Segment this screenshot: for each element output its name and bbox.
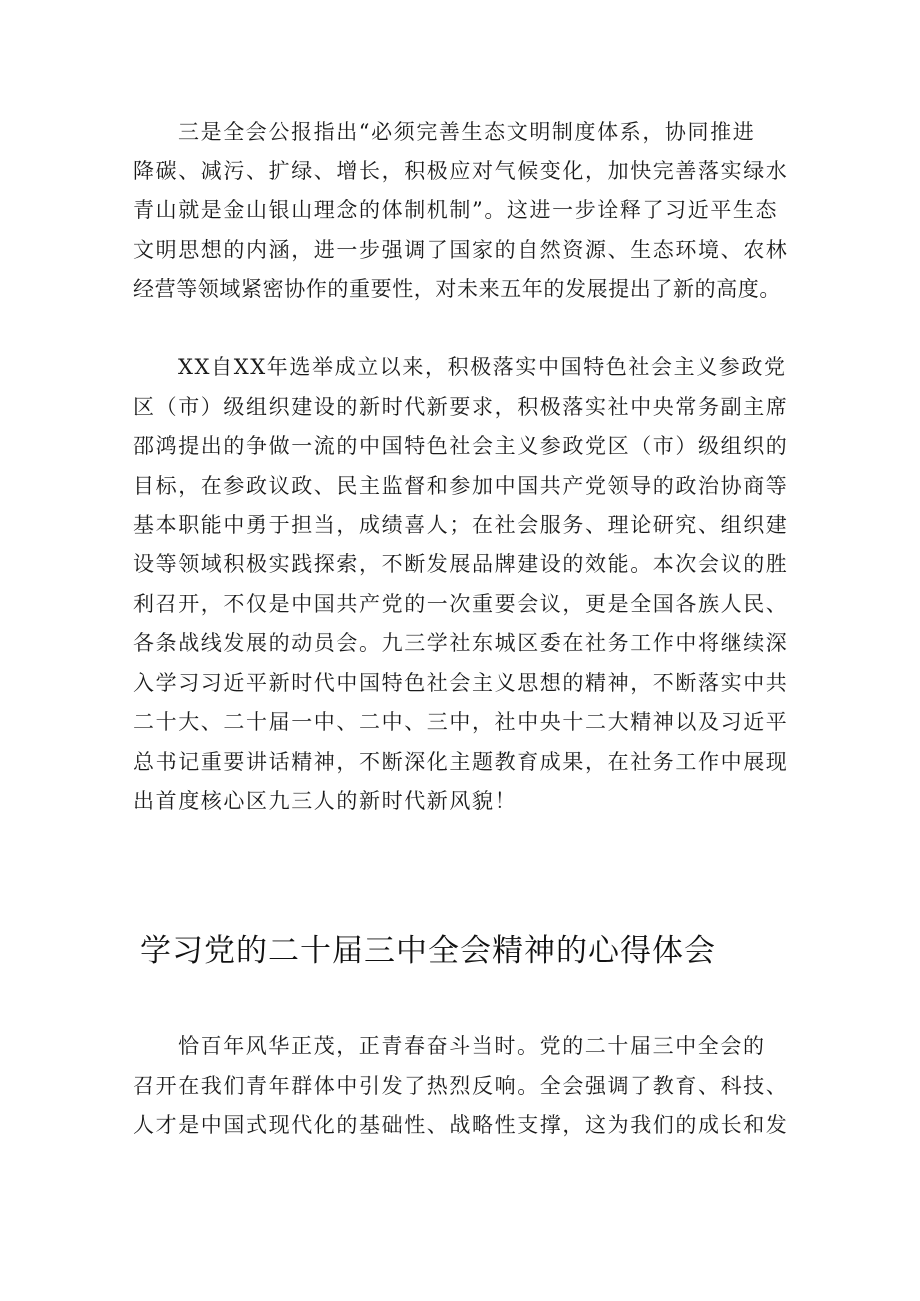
paragraph-line: 设等领域积极实践探索，不断发展品牌建设的效能。本次会议的胜 <box>133 552 789 576</box>
paragraph-line: 邵鸿提出的争做一流的中国特色社会主义参政党区（市）级组织的 <box>133 434 789 458</box>
paragraph-line: 总书记重要讲话精神，不断深化主题教育成果，在社务工作中展现 <box>133 750 789 774</box>
paragraph-line: 出首度核心区九三人的新时代新风貌！ <box>133 789 518 813</box>
section-title: 学习党的二十届三中全会精神的心得体会 <box>140 933 716 969</box>
paragraph-line: 恰百年风华正茂，正青春奋斗当时。党的二十届三中全会的 <box>178 1034 766 1058</box>
paragraph-line: 文明思想的内涵，进一步强调了国家的自然资源、生态环境、农林 <box>133 238 789 262</box>
paragraph-line: XX自XX年选举成立以来，积极落实中国特色社会主义参政党 <box>178 355 787 379</box>
paragraph-line: 各条战线发展的动员会。九三学社东城区委在社务工作中将继续深 <box>133 631 789 655</box>
paragraph-line: 基本职能中勇于担当，成绩喜人；在社会服务、理论研究、组织建 <box>133 513 789 537</box>
paragraph-line: 经营等领域紧密协作的重要性，对未来五年的发展提出了新的高度。 <box>133 277 781 301</box>
paragraph-line: 二十大、二十届一中、二中、三中，社中央十二大精神以及习近平 <box>133 710 789 734</box>
paragraph-line: 区（市）级组织建设的新时代新要求，积极落实社中央常务副主席 <box>133 395 789 419</box>
paragraph-line: 利召开，不仅是中国共产党的一次重要会议，更是全国各族人民、 <box>133 592 789 616</box>
paragraph-line: 青山就是金山银山理念的体制机制”。这进一步诠释了习近平生态 <box>133 198 779 222</box>
paragraph-line: 入学习习近平新时代中国特色社会主义思想的精神，不断落实中共 <box>133 671 789 695</box>
paragraph-line: 降碳、减污、扩绿、增长，积极应对气候变化，加快完善落实绿水 <box>133 159 789 183</box>
paragraph-line: 召开在我们青年群体中引发了热烈反响。全会强调了教育、科技、 <box>133 1074 789 1098</box>
paragraph-line: 人才是中国式现代化的基础性、战略性支撑，这为我们的成长和发 <box>133 1113 789 1137</box>
paragraph-line: 三是全会公报指出“必须完善生态文明制度体系，协同推进 <box>178 120 756 144</box>
paragraph-line: 目标，在参政议政、民主监督和参加中国共产党领导的政治协商等 <box>133 474 789 498</box>
